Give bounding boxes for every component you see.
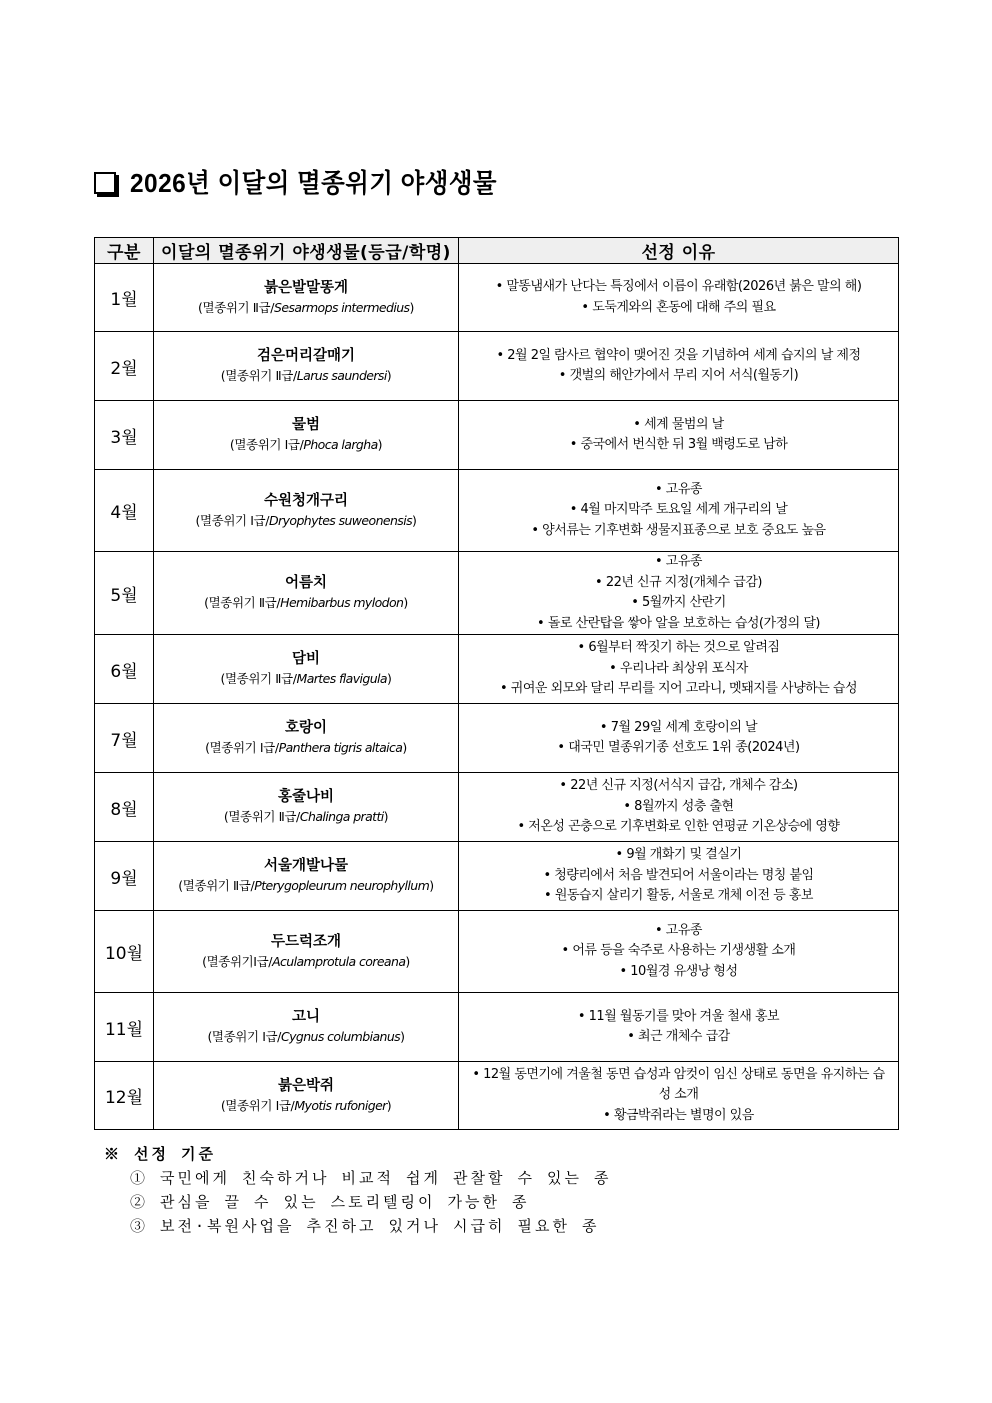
scientific-name: Chalinga pratti: [299, 809, 384, 824]
close-paren: ): [400, 1029, 405, 1044]
reason-item: • 중국에서 번식한 뒤 3월 백령도로 남하: [569, 437, 788, 452]
month-cell: 9월: [95, 842, 154, 911]
close-paren: ): [383, 809, 389, 824]
reason-item: • 최근 개체수 급감: [627, 1029, 730, 1044]
criteria-item-3: ③ 보전·복원사업을 추진하고 있거나 시급히 필요한 종: [130, 1217, 600, 1235]
species-cell: [154, 470, 459, 552]
close-paren: ): [377, 437, 383, 452]
criteria-item-2: ② 관심을 끌 수 있는 스토리텔링이 가능한 종: [130, 1193, 530, 1211]
month-cell: 12월: [95, 1062, 154, 1130]
close-paren: ): [429, 878, 434, 893]
reason-item: • 12월 동면기에 겨울철 동면 습성과 암컷이 임신 상태로 동면을 유지하는 습성 소개: [472, 1066, 885, 1103]
month-cell: 6월: [95, 635, 154, 704]
species-cell: [154, 704, 459, 773]
grade: (멸종위기 Ⅱ급/: [220, 368, 297, 383]
grade: (멸종위기Ⅰ급/: [202, 953, 273, 969]
close-paren: ): [403, 595, 408, 610]
table-row: [95, 704, 899, 773]
species-cell: [154, 911, 459, 993]
table-row: [95, 401, 899, 470]
grade: (멸종위기 Ⅰ급/: [205, 740, 279, 755]
species-name: 홍줄나비: [277, 789, 335, 805]
close-paren: ): [412, 512, 417, 528]
reasons-cell: [459, 470, 899, 552]
species-grade-scientific-name: [154, 366, 458, 386]
species-name: 수원청개구리: [263, 492, 349, 509]
selection-criteria: [104, 1142, 612, 1238]
grade: (멸종위기 Ⅰ급/: [195, 512, 270, 528]
header-species: 이달의 멸종위기 야생생물(등급/학명): [154, 238, 459, 264]
table-row: [95, 842, 899, 911]
reasons-cell: [459, 911, 899, 993]
header-month: 구분: [95, 238, 154, 264]
species-name: 붉은발말똥게: [263, 279, 349, 296]
grade: (멸종위기 Ⅱ급/: [220, 671, 297, 686]
species-grade-scientific-name: [154, 738, 458, 758]
grade: (멸종위기 Ⅱ급/: [223, 809, 300, 824]
table-row: [95, 911, 899, 993]
species-grade-scientific-name: [154, 511, 458, 531]
reason-item: • 원동습지 살리기 활동, 서울로 개체 이전 등 홍보: [544, 888, 813, 904]
reason-item: • 7월 29일 세계 호랑이의 날: [599, 719, 758, 735]
species-grade-scientific-name: [154, 1027, 458, 1047]
reason-item: • 2월 2일 람사르 협약이 맺어진 것을 기념하여 세계 습지의 날 제정: [496, 347, 861, 363]
reason-item: • 22년 신규 지정(서식지 급감, 개체수 감소): [559, 778, 798, 794]
reason-item: • 고유종: [655, 481, 702, 497]
reasons-cell: [459, 635, 899, 704]
month-cell: 4월: [95, 470, 154, 552]
reasons-cell: [459, 1062, 899, 1130]
reason-item: • 9월 개화기 및 결실기: [615, 847, 742, 863]
table-row: [95, 552, 899, 635]
species-name: 고니: [291, 1009, 320, 1025]
table-row: [95, 1062, 899, 1130]
scientific-name: Larus saundersi: [296, 368, 387, 383]
reasons-cell: [459, 332, 899, 401]
scientific-name: Dryophytes suweonensis: [269, 512, 413, 528]
table-row: [95, 635, 899, 704]
species-grade-scientific-name: [154, 298, 458, 318]
reason-item: • 말똥냄새가 난다는 특징에서 이름이 유래함(2026년 붉은 말의 해): [495, 279, 862, 294]
table-row: [95, 470, 899, 552]
species-grade-scientific-name: [154, 593, 458, 613]
close-paren: ): [409, 299, 414, 315]
table-row: [95, 264, 899, 332]
species-name: 두드럭조개: [270, 933, 342, 950]
reason-item: • 갯벌의 해안가에서 무리 지어 서식(월동기): [558, 368, 799, 383]
month-cell: 8월: [95, 773, 154, 842]
reason-item: • 우리나라 최상위 포식자: [609, 660, 748, 676]
scientific-name: Pterygopleurum neurophyllum: [254, 878, 430, 893]
table-row: [95, 332, 899, 401]
species-name: 어름치: [284, 575, 328, 591]
reason-item: • 10월경 유생낭 형성: [619, 963, 738, 979]
month-cell: 5월: [95, 552, 154, 635]
species-cell: [154, 842, 459, 911]
grade: (멸종위기 Ⅱ급/: [198, 299, 275, 315]
month-cell: 10월: [95, 911, 154, 993]
month-cell: 2월: [95, 332, 154, 401]
reason-item: • 11월 월동기를 맞아 겨울 철새 홍보: [577, 1008, 780, 1024]
scientific-name: Panthera tigris altaica: [278, 740, 403, 755]
species-name: 호랑이: [284, 720, 328, 736]
grade: (멸종위기 Ⅱ급/: [204, 595, 281, 610]
scientific-name: Sesarmops intermedius: [274, 299, 410, 315]
reasons-cell: [459, 773, 899, 842]
reason-item: • 8월까지 성충 출현: [623, 798, 734, 814]
reason-item: • 저온성 곤충으로 기후변화로 인한 연평균 기온상승에 영향: [517, 819, 840, 835]
reason-item: • 4월 마지막주 토요일 세계 개구리의 날: [569, 502, 788, 518]
species-grade-scientific-name: [154, 807, 458, 827]
species-cell: [154, 993, 459, 1062]
reason-item: • 6월부터 짝짓기 하는 것으로 알려짐: [577, 640, 780, 656]
species-name: 서울개발나물: [263, 858, 349, 874]
scientific-name: Hemibarbus mylodon: [280, 595, 404, 610]
month-cell: 7월: [95, 704, 154, 773]
reason-item: • 대국민 멸종위기종 선호도 1위 종(2024년): [557, 740, 800, 755]
species-cell: [154, 264, 459, 332]
grade: (멸종위기 Ⅰ급/: [207, 1029, 281, 1044]
species-grade-scientific-name: [154, 952, 458, 972]
scientific-name: Cygnus columbianus: [280, 1029, 401, 1044]
reason-item: • 도둑게와의 혼동에 대해 주의 필요: [581, 299, 776, 315]
table-row: [95, 993, 899, 1062]
scientific-name: Phoca largha: [303, 437, 378, 452]
reason-item: • 청량리에서 처음 발견되어 서울이라는 명칭 붙임: [543, 867, 814, 883]
species-cell: [154, 773, 459, 842]
species-name: 붉은박쥐: [277, 1077, 335, 1094]
grade: (멸종위기 Ⅱ급/: [178, 878, 255, 893]
reason-item: • 고유종: [655, 922, 702, 938]
close-paren: ): [386, 671, 392, 686]
month-cell: 1월: [95, 264, 154, 332]
criteria-heading: ※ 선정 기준: [104, 1145, 217, 1163]
species-name: 담비: [291, 651, 320, 667]
species-table: [94, 237, 899, 1130]
table-row: [95, 773, 899, 842]
species-name: 검은머리갈매기: [256, 348, 356, 364]
reasons-cell: [459, 264, 899, 332]
reason-item: • 22년 신규 지정(개체수 급감): [595, 574, 762, 590]
reason-item: • 5월까지 산란기: [631, 595, 726, 610]
species-cell: [154, 332, 459, 401]
reason-item: • 어류 등을 숙주로 사용하는 기생생활 소개: [561, 943, 796, 959]
title-text: 2026년 이달의 멸종위기 야생생물: [130, 168, 497, 198]
reasons-cell: [459, 993, 899, 1062]
species-grade-scientific-name: [154, 669, 458, 689]
species-cell: [154, 552, 459, 635]
scientific-name: Martes flavigula: [296, 671, 387, 686]
close-paren: ): [402, 740, 407, 755]
reason-item: • 돌로 산란탑을 쌓아 알을 보호하는 습성(가정의 달): [537, 615, 820, 631]
reason-item: • 고유종: [655, 554, 702, 569]
reasons-cell: [459, 842, 899, 911]
close-paren: ): [386, 1097, 392, 1113]
header-reason: 선정 이유: [459, 238, 899, 264]
species-grade-scientific-name: [154, 435, 458, 455]
checkbox-square-icon: [94, 172, 116, 194]
table-header-row: [95, 238, 899, 264]
scientific-name: Aculamprotula coreana: [272, 953, 406, 969]
species-cell: [154, 635, 459, 704]
reasons-cell: [459, 552, 899, 635]
month-cell: 11월: [95, 993, 154, 1062]
species-cell: [154, 401, 459, 470]
criteria-item-1: ① 국민에게 친숙하거나 비교적 쉽게 관찰할 수 있는 종: [130, 1169, 612, 1187]
species-cell: [154, 1062, 459, 1130]
scientific-name: Myotis rufoniger: [294, 1097, 387, 1113]
close-paren: ): [386, 368, 392, 383]
reason-item: • 세계 물범의 날: [633, 416, 724, 432]
close-paren: ): [405, 953, 410, 969]
reason-item: • 귀여운 외모와 달리 무리를 지어 고라니, 멧돼지를 사냥하는 습성: [500, 681, 857, 697]
reasons-cell: [459, 704, 899, 773]
month-cell: 3월: [95, 401, 154, 470]
reason-item: • 양서류는 기후변화 생물지표종으로 보호 중요도 높음: [531, 522, 826, 538]
document-title: [94, 163, 520, 200]
species-grade-scientific-name: [154, 1096, 458, 1116]
reasons-cell: [459, 401, 899, 470]
grade: (멸종위기 Ⅰ급/: [229, 437, 304, 452]
species-name: 물범: [291, 417, 320, 433]
reason-item: • 황금박쥐라는 별명이 있음: [603, 1107, 754, 1123]
grade: (멸종위기 Ⅰ급/: [220, 1097, 295, 1113]
species-grade-scientific-name: [154, 876, 458, 896]
